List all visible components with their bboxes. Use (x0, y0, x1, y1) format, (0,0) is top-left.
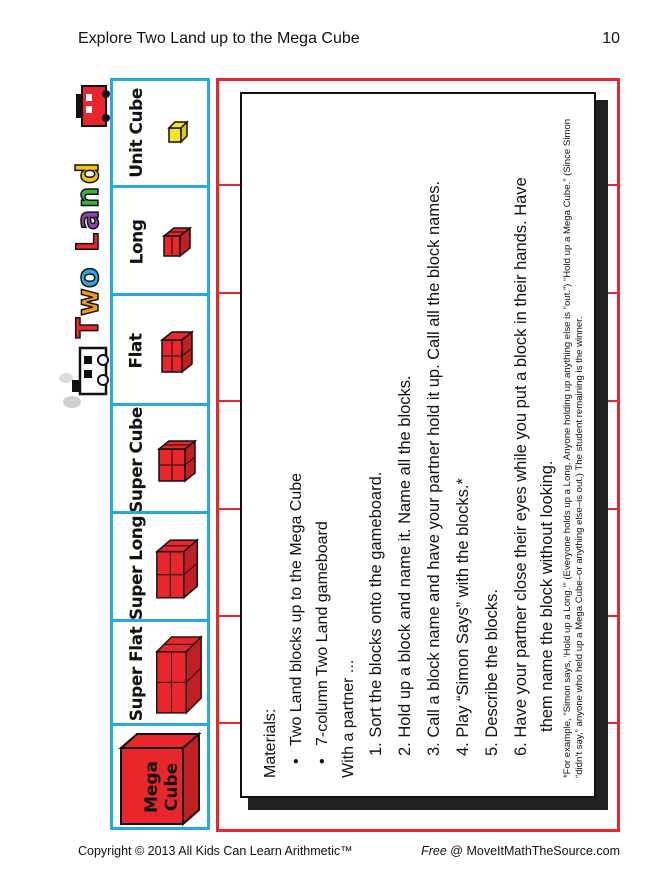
column-label: Super Cube (127, 407, 147, 513)
step-item: 4. Play “Simon Says” with the blocks.* (454, 478, 472, 756)
column-label: Flat (127, 333, 148, 369)
two-land-logo (58, 80, 110, 420)
column-divider (218, 722, 240, 724)
column-label: Super Long (127, 515, 148, 621)
partner-label: With a partner ... (340, 659, 357, 778)
logo-letter: T (71, 317, 106, 338)
logo-letter: o (71, 267, 106, 288)
logo-letter: n (71, 186, 106, 208)
column-long (113, 185, 207, 296)
step-item: 5. Describe the blocks. (483, 589, 501, 756)
logo-letter: w (71, 288, 106, 316)
column-divider (218, 508, 240, 510)
column-label: Unit Cube (127, 88, 147, 178)
step-item: 1. Sort the blocks onto the gameboard. (367, 471, 385, 756)
column-super-flat (113, 619, 207, 726)
footnote: *For example, “Simon says, ‘Hold up a Long.’” (Everyone holds up a Long. Anyone holding up anything else is “out.”) “Hold up a Mega Cube.” (Since Simon “didn’t say,” anyone who held up a Mega Cube–or anything else–is out.) The student remaining is the winner. (562, 118, 585, 778)
step-item: 3. Call a block name and have your partner hold it up. Call all the block names. (425, 180, 443, 756)
unit-cube-icon (163, 118, 193, 148)
logo-letter: a (71, 209, 106, 230)
column-divider (218, 615, 240, 617)
instruction-card (240, 92, 596, 798)
logo-letter: L (71, 232, 106, 252)
page-title: Explore Two Land up to the Mega Cube (78, 30, 360, 47)
flat-icon (158, 326, 198, 376)
copyright-text: Copyright © 2013 All Kids Can Learn Arithmetic™ (78, 844, 353, 858)
column-unit-cube (113, 81, 207, 185)
super-cube-icon (155, 435, 201, 485)
mega-label-line1: Mega (142, 760, 162, 814)
column-super-long (113, 511, 207, 622)
column-divider (218, 184, 240, 186)
step-item: 2. Hold up a block and name it. Name all the blocks. (396, 375, 414, 756)
column-super-cube (113, 403, 207, 514)
long-icon (160, 222, 196, 262)
material-item: •7-column Two Land gameboard (314, 521, 331, 764)
super-long-icon (153, 533, 203, 603)
column-label: Super Flat (127, 626, 148, 722)
source-text: Free @ MoveItMathTheSource.com (421, 844, 620, 858)
logo-letter: d (71, 162, 106, 184)
mega-label-line2: Cube (162, 762, 182, 812)
material-item: •Two Land blocks up to the Mega Cube (288, 472, 305, 764)
materials-label: Materials: (262, 708, 279, 778)
column-flat (113, 293, 207, 406)
column-mega-cube (113, 723, 207, 830)
step-item-continued: them name the block without looking. (538, 460, 556, 732)
column-label: Long (127, 219, 148, 265)
two-land-wordmark (62, 80, 114, 420)
block-labels-column (110, 78, 210, 830)
column-divider (218, 292, 240, 294)
step-item: 6. Have your partner close their eyes while you put a block in their hands. Have (512, 177, 530, 756)
column-divider (218, 400, 240, 402)
page-number: 10 (602, 30, 620, 47)
super-flat-icon (153, 628, 203, 720)
